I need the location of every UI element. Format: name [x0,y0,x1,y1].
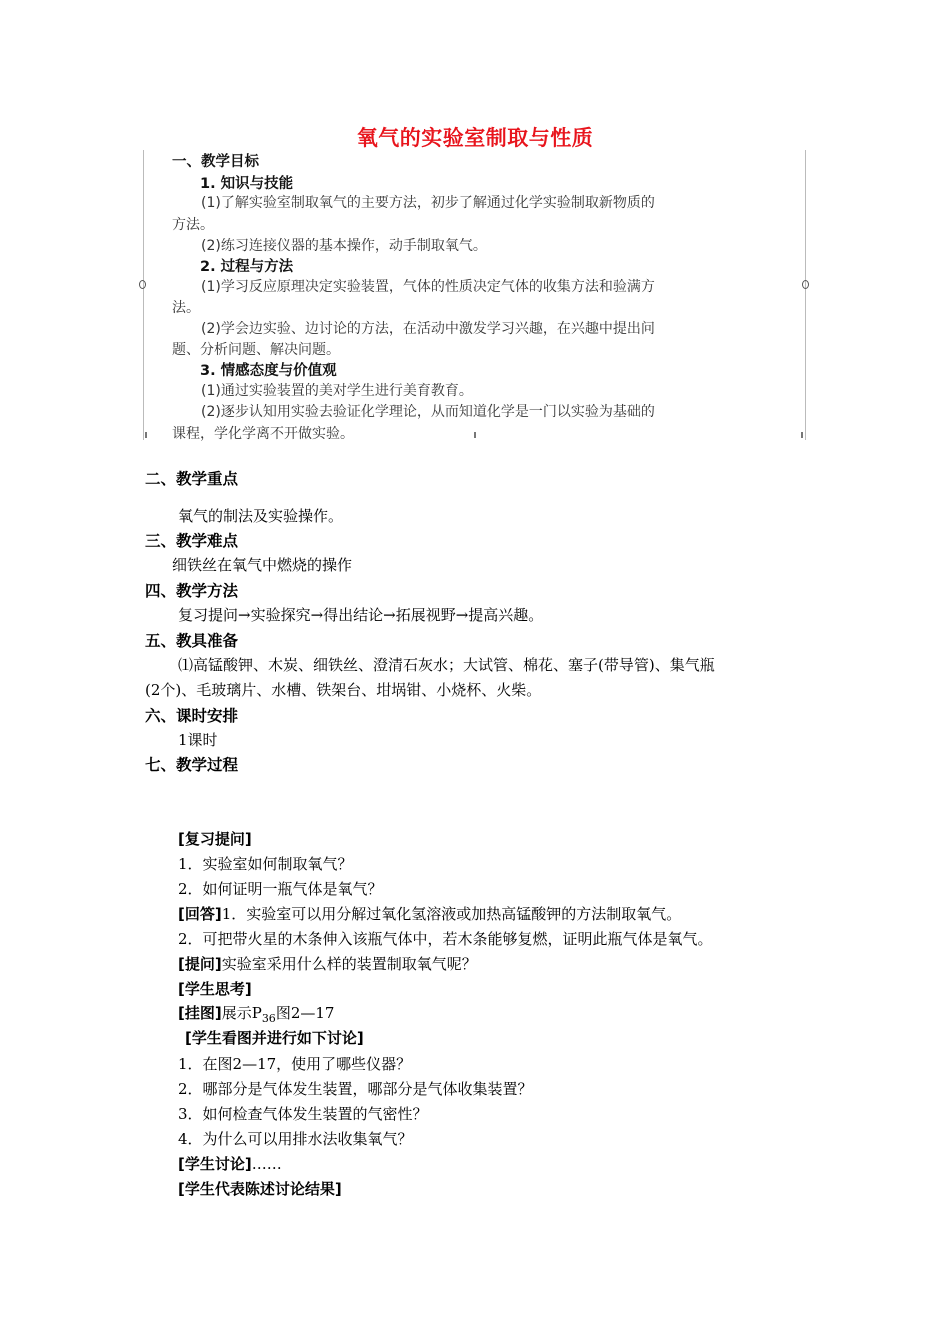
answer-1 [178,903,681,924]
section-difficulties-heading: 三、教学难点 [145,532,239,550]
section-schedule-heading: 六、课时安排 [145,707,239,725]
section-key-points-text: 氧气的制法及实验操作。 [178,507,344,525]
process-method-item-1-cont: 法。 [172,300,200,316]
review-question-1: 1．实验室如何制取氧气？ [178,855,353,873]
student-think-label: [学生思考] [178,980,252,998]
ask-line [178,953,477,974]
section-methods-text: 复习提问→实验探究→得出结论→拓展视野→提高兴趣。 [178,606,544,624]
hang-text-a: 展示P [221,1004,262,1022]
knowledge-title: 1. 知识与技能 [200,176,294,192]
section-key-points-heading: 二、教学重点 [145,470,239,488]
section-materials-heading: 五、教具准备 [145,632,239,650]
process-method-item-2: (2)学会边实验、边讨论的方法，在活动中激发学习兴趣，在兴趣中提出问 [201,321,655,337]
process-method-title: 2. 过程与方法 [200,259,294,275]
section-methods-heading: 四、教学方法 [145,582,239,600]
section-difficulties-text: 细铁丝在氧气中燃烧的操作 [172,556,353,574]
discussion-question-2: 2．哪部分是气体发生装置，哪部分是气体收集装置？ [178,1080,533,1098]
emotion-values-item-1: (1)通过实验装置的美对学生进行美育教育。 [201,383,473,399]
process-method-item-2-cont: 题、分析问题、解决问题。 [172,342,340,358]
hang-chart-line [178,1002,334,1025]
student-report-label: [学生代表陈述讨论结果] [178,1180,342,1198]
emotion-values-item-2-cont: 课程，学化学离不开做实验。 [172,426,354,442]
knowledge-item-2: (2)练习连接仪器的基本操作，动手制取氧气。 [201,238,487,254]
student-discussion-label: [学生讨论] [178,1155,252,1173]
section-process-heading: 七、教学过程 [145,756,239,774]
discussion-question-3: 3．如何检查气体发生装置的气密性？ [178,1105,428,1123]
discussion-intro: [学生看图并进行如下讨论] [185,1029,364,1047]
answer-2: 2．可把带火星的木条伸入该瓶气体中，若木条能够复燃，证明此瓶气体是氧气。 [178,930,713,948]
page-title: 氧气的实验室制取与性质 [356,126,594,150]
section-schedule-text: 1课时 [178,731,218,749]
knowledge-item-1: (1)了解实验室制取氧气的主要方法，初步了解通过化学实验制取新物质的 [201,195,655,211]
hang-page-subscript: 36 [261,1012,276,1025]
hang-label: [挂图] [178,1004,222,1022]
answer-label: [回答] [178,905,222,923]
student-discussion-line [178,1153,282,1174]
review-label: [复习提问] [178,830,252,848]
answer-1-text: 1．实验室可以用分解过氧化氢溶液或加热高锰酸钾的方法制取氧气。 [221,905,682,923]
knowledge-item-1-cont: 方法。 [172,217,214,233]
hang-text-b: 图2—17 [275,1004,335,1022]
emotion-values-item-2: (2)逐步认知用实验去验证化学理论，从而知道化学是一门以实验为基础的 [201,404,655,420]
emotion-values-title: 3. 情感态度与价值观 [200,363,337,379]
review-question-2: 2．如何证明一瓶气体是氧气？ [178,880,383,898]
objectives-heading: 一、教学目标 [172,154,259,170]
ask-text: 实验室采用什么样的装置制取氧气呢？ [221,955,477,973]
student-discussion-ellipsis: …… [251,1155,282,1173]
section-materials-line-1: ⑴高锰酸钾、木炭、细铁丝、澄清石灰水；大试管、棉花、塞子(带导管)、集气瓶 [178,656,715,674]
ask-label: [提问] [178,955,222,973]
process-method-item-1: (1)学习反应原理决定实验装置，气体的性质决定气体的收集方法和验满方 [201,279,655,295]
discussion-question-4: 4．为什么可以用排水法收集氧气？ [178,1130,413,1148]
discussion-question-1: 1．在图2—17，使用了哪些仪器？ [178,1055,412,1073]
section-materials-line-2: (2个)、毛玻璃片、水槽、铁架台、坩埚钳、小烧杯、火柴。 [145,681,542,699]
